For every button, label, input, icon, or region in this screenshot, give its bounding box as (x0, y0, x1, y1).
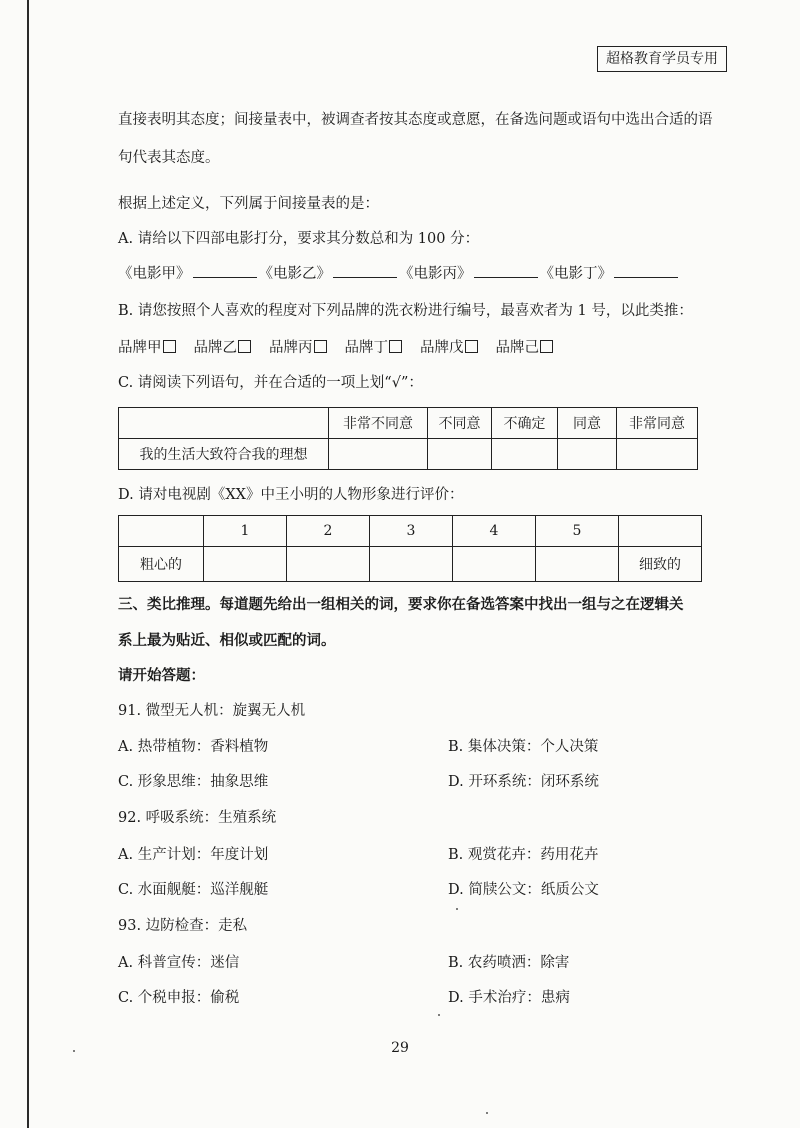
section-heading-line-2: 系上最为贴近、相似或匹配的词。 (118, 632, 336, 649)
movie-2: 《电影乙》 (258, 266, 331, 282)
q92-option-d: D. 简牍公文：纸质公文 (448, 882, 599, 898)
sd-scale-5: 5 (536, 516, 619, 547)
likert-header-1: 非常不同意 (329, 408, 428, 439)
checkbox-icon (163, 340, 176, 353)
brand-6: 品牌己 (495, 340, 539, 356)
scan-speck (73, 1050, 75, 1052)
header-tag: 超格教育学员专用 (597, 46, 727, 72)
sd-blank-header-right (619, 516, 702, 547)
q93-option-a: A. 科普宣传：迷信 (118, 955, 240, 971)
question-93-options-row-2 (118, 988, 570, 1008)
sd-cell (287, 547, 370, 582)
sd-scale-1: 1 (204, 516, 287, 547)
likert-blank-header (119, 408, 329, 439)
q93-option-c: C. 个税申报：偷税 (118, 990, 240, 1006)
likert-header-3: 不确定 (492, 408, 558, 439)
question-92-stem: 92. 呼吸系统：生殖系统 (118, 810, 277, 826)
checkbox-icon (540, 340, 553, 353)
checkbox-icon (314, 340, 327, 353)
score-blank-2 (333, 263, 397, 278)
sd-right-label: 细致的 (619, 547, 702, 582)
score-blank-1 (193, 263, 257, 278)
score-blank-4 (614, 263, 678, 278)
likert-header-4: 同意 (558, 408, 617, 439)
brand-5: 品牌戊 (420, 340, 464, 356)
question-91-options-row-1 (118, 737, 598, 757)
likert-table (118, 407, 698, 470)
question-93-options-row-1 (118, 953, 569, 973)
question-91-options-row-2 (118, 772, 599, 792)
scan-speck (456, 908, 458, 910)
question-91-stem: 91. 微型无人机：旋翼无人机 (118, 703, 306, 719)
option-a-text: A. 请给以下四部电影打分，要求其分数总和为 100 分： (118, 231, 480, 247)
question-92-options-row-1 (118, 845, 598, 865)
likert-cell (617, 439, 698, 470)
option-a-movies (118, 263, 680, 284)
movie-4: 《电影丁》 (539, 266, 612, 282)
brand-3: 品牌丙 (269, 340, 313, 356)
q93-option-b: B. 农药喷洒：除害 (448, 955, 570, 971)
likert-header-5: 非常同意 (617, 408, 698, 439)
question-92-options-row-2 (118, 880, 599, 900)
semantic-differential-table (118, 515, 702, 582)
likert-cell (329, 439, 428, 470)
option-b-brands (118, 338, 571, 358)
section-heading-line-1: 三、类比推理。每道题先给出一组相关的词，要求你在备选答案中找出一组与之在逻辑关 (118, 596, 684, 613)
likert-statement: 我的生活大致符合我的理想 (119, 439, 329, 470)
movie-3: 《电影丙》 (399, 266, 472, 282)
likert-cell (492, 439, 558, 470)
likert-cell (558, 439, 617, 470)
sd-cell (453, 547, 536, 582)
intro-line-2: 句代表其态度。 (118, 150, 220, 166)
sd-scale-3: 3 (370, 516, 453, 547)
option-b-text: B. 请您按照个人喜欢的程度对下列品牌的洗衣粉进行编号，最喜欢者为 1 号，以此类推： (118, 303, 693, 319)
question-93-stem: 93. 边防检查：走私 (118, 918, 248, 934)
sd-left-label: 粗心的 (119, 547, 204, 582)
sd-blank-header (119, 516, 204, 547)
q91-option-d: D. 开环系统：闭环系统 (448, 774, 599, 790)
sd-cell (370, 547, 453, 582)
likert-header-2: 不同意 (428, 408, 492, 439)
brand-1: 品牌甲 (118, 340, 162, 356)
checkbox-icon (238, 340, 251, 353)
checkbox-icon (465, 340, 478, 353)
start-prompt: 请开始答题： (118, 667, 205, 684)
checkbox-icon (389, 340, 402, 353)
scan-speck (438, 1014, 440, 1016)
scan-speck (486, 1112, 488, 1114)
intro-line-1: 直接表明其态度；间接量表中，被调查者按其态度或意愿，在备选问题或语句中选出合适的语 (118, 112, 713, 128)
sd-scale-4: 4 (453, 516, 536, 547)
sd-scale-2: 2 (287, 516, 370, 547)
binding-line (27, 0, 29, 1128)
q93-option-d: D. 手术治疗：患病 (448, 990, 570, 1006)
score-blank-3 (474, 263, 538, 278)
question-prompt: 根据上述定义，下列属于间接量表的是： (118, 196, 379, 212)
sd-cell (204, 547, 287, 582)
q92-option-a: A. 生产计划：年度计划 (118, 847, 269, 863)
option-c-text: C. 请阅读下列语句，并在合适的一项上划“√”： (118, 375, 423, 391)
likert-cell (428, 439, 492, 470)
option-d-text: D. 请对电视剧《XX》中王小明的人物形象进行评价： (118, 487, 464, 503)
sd-cell (536, 547, 619, 582)
brand-4: 品牌丁 (344, 340, 388, 356)
brand-2: 品牌乙 (193, 340, 237, 356)
q92-option-c: C. 水面舰艇：巡洋舰艇 (118, 882, 269, 898)
q91-option-a: A. 热带植物：香料植物 (118, 739, 269, 755)
movie-1: 《电影甲》 (118, 266, 191, 282)
page-number: 29 (391, 1040, 409, 1056)
q92-option-b: B. 观赏花卉：药用花卉 (448, 847, 599, 863)
q91-option-b: B. 集体决策：个人决策 (448, 739, 599, 755)
q91-option-c: C. 形象思维：抽象思维 (118, 774, 269, 790)
